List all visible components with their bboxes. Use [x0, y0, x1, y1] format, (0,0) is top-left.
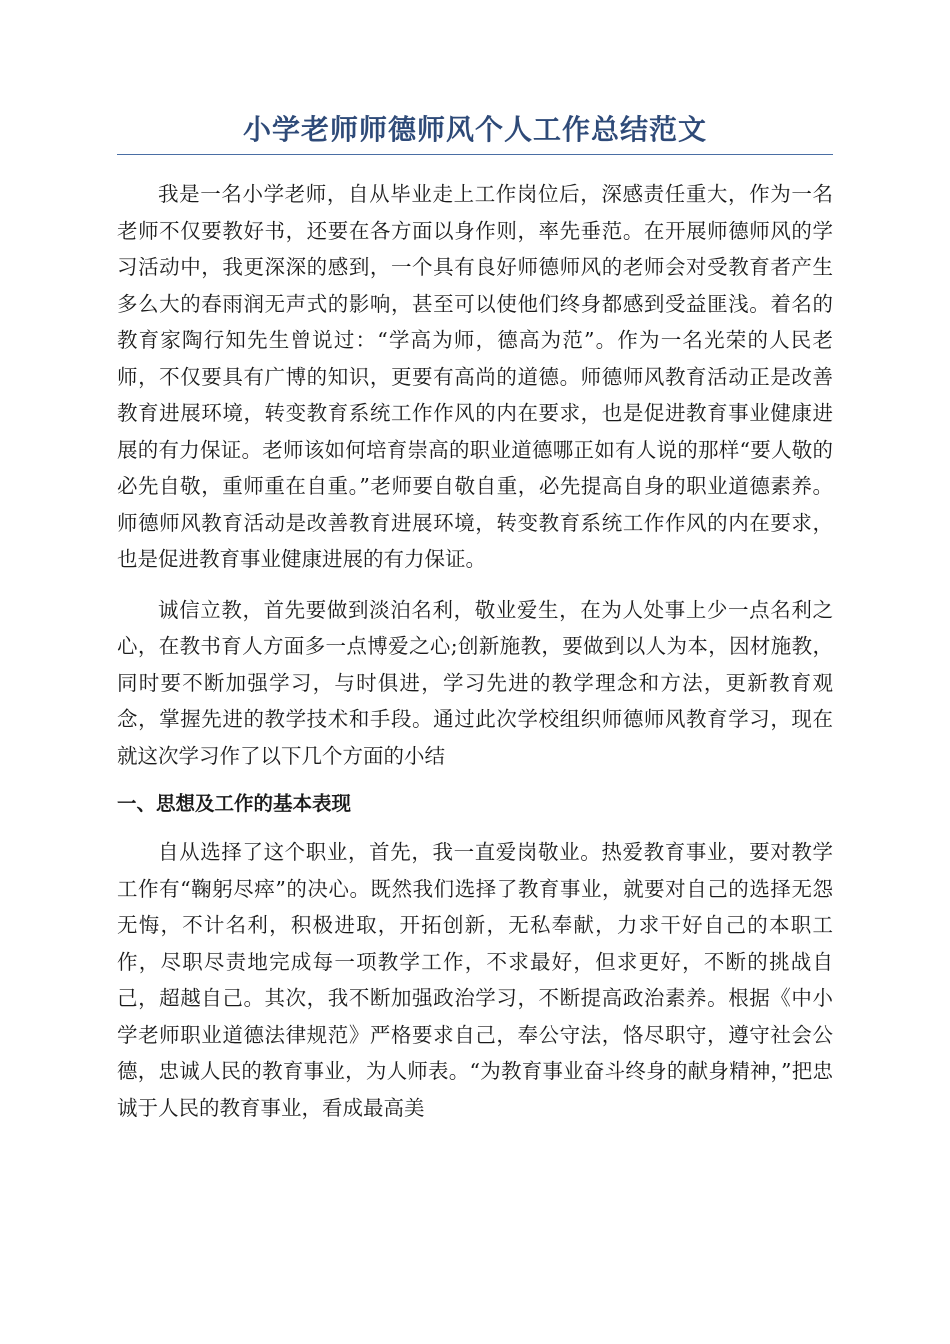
- document-title: 小学老师师德师风个人工作总结范文: [117, 108, 833, 155]
- section-heading: 一、思想及工作的基本表现: [117, 792, 352, 815]
- paragraph-integrity: 诚信立教，首先要做到淡泊名利，敬业爱生，在为人处事上少一点名利之心，在教书育人方面多一点博爱之心;创新施教，要做到以人为本，因材施教，同时要不断加强学习，与时俱进，学习先进的教学理念和方法，更新教育观念，掌握先进的教学技术和手段。通过此次学校组织师德师风教育学习，现在就这次学习作了以下几个方面的小结: [117, 597, 833, 768]
- paragraph-section-body: 自从选择了这个职业，首先，我一直爱岗敬业。热爱教育事业，要对教学工作有“鞠躬尽瘁”的决心。既然我们选择了教育事业，就要对自己的选择无怨无悔，不计名利，积极进取，开拓创新，无私奉献，力求干好自己的本职工作，尽职尽责地完成每一项教学工作，不求最好，但求更好，不断的挑战自己，超越自己。其次，我不断加强政治学习，不断提高政治素养。根据《中小学老师职业道德法律规范》严格要求自己，奉公守法，恪尽职守，遵守社会公德，忠诚人民的教育事业，为人师表。“为教育事业奋斗终身的献身精神，”把忠诚于人民的教育事业，看成最高美: [117, 840, 833, 1120]
- document-page: [117, 108, 833, 1126]
- paragraph-intro: 我是一名小学老师，自从毕业走上工作岗位后，深感责任重大，作为一名老师不仅要教好书，还要在各方面以身作则，率先垂范。在开展师德师风的学习活动中，我更深深的感到，一个具有良好师德师风的老师会对受教育者产生多么大的春雨润无声式的影响，甚至可以使他们终身都感到受益匪浅。着名的教育家陶行知先生曾说过：“学高为师，德高为范”。作为一名光荣的人民老师，不仅要具有广博的知识，更要有高尚的道德。师德师风教育活动正是改善教育进展环境，转变教育系统工作作风的内在要求，也是促进教育事业健康进展的有力保证。老师该如何培育崇高的职业道德哪正如有人说的那样“要人敬的必先自敬，重师重在自重。”老师要自敬自重，必先提高自身的职业道德素养。师德师风教育活动是改善教育进展环境，转变教育系统工作作风的内在要求，也是促进教育事业健康进展的有力保证。: [117, 182, 833, 571]
